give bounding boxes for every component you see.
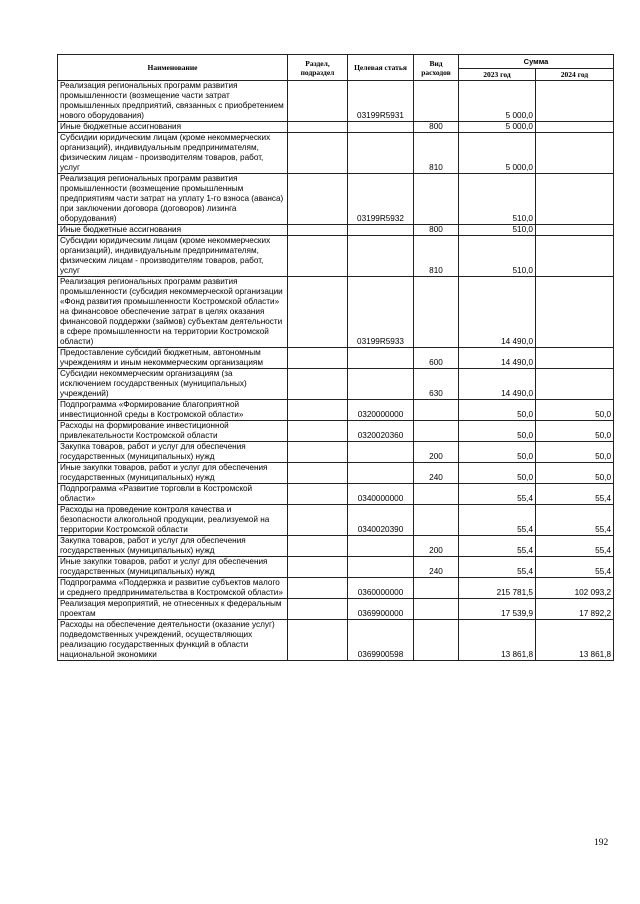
- cell-y2023: 17 539,9: [459, 599, 536, 620]
- cell-target: 0369900000: [348, 599, 414, 620]
- cell-type: [414, 505, 459, 536]
- cell-section: [288, 442, 348, 463]
- cell-target: 0340020390: [348, 505, 414, 536]
- table-row: [58, 348, 614, 369]
- cell-name: Закупка товаров, работ и услуг для обеспечения государственных (муниципальных) нужд: [58, 536, 288, 557]
- cell-name: Иные бюджетные ассигнования: [58, 225, 288, 236]
- cell-type: 600: [414, 348, 459, 369]
- cell-target: [348, 536, 414, 557]
- cell-type: 240: [414, 557, 459, 578]
- cell-target: 0340000000: [348, 484, 414, 505]
- cell-y2024: [536, 174, 614, 225]
- table-row: [58, 463, 614, 484]
- cell-section: [288, 174, 348, 225]
- table-body: [58, 81, 614, 661]
- table-row: [58, 174, 614, 225]
- table-row: [58, 484, 614, 505]
- table-row: [58, 599, 614, 620]
- cell-type: 240: [414, 463, 459, 484]
- table-row: [58, 369, 614, 400]
- cell-section: [288, 236, 348, 277]
- table-row: [58, 225, 614, 236]
- cell-section: [288, 81, 348, 122]
- cell-section: [288, 557, 348, 578]
- cell-name: Реализация региональных программ развития промышленности (возмещение промышленным предприятиям части затрат на уплату 1-го взноса (аванса) при заключении договора (договоров) лизинга оборудования): [58, 174, 288, 225]
- cell-name: Реализация региональных программ развития промышленности (возмещение части затрат промышленных предприятий, связанных с приобретением нового оборудования): [58, 81, 288, 122]
- cell-y2024: 50,0: [536, 421, 614, 442]
- cell-name: Подпрограмма «Развитие торговли в Костромской области»: [58, 484, 288, 505]
- header-name: Наименование: [58, 55, 288, 81]
- cell-y2023: 510,0: [459, 236, 536, 277]
- table-row: [58, 81, 614, 122]
- cell-y2024: 55,4: [536, 505, 614, 536]
- cell-y2024: [536, 133, 614, 174]
- cell-target: [348, 463, 414, 484]
- budget-table-sheet: [57, 54, 613, 661]
- cell-name: Субсидии юридическим лицам (кроме некоммерческих организаций), индивидуальным предпринимателям, физическим лицам - производителям товаров, работ, услуг: [58, 133, 288, 174]
- cell-y2024: 55,4: [536, 484, 614, 505]
- cell-section: [288, 277, 348, 348]
- header-sum: Сумма: [459, 55, 614, 69]
- cell-y2024: 50,0: [536, 442, 614, 463]
- header-target: Целевая статья: [348, 55, 414, 81]
- cell-type: [414, 599, 459, 620]
- cell-section: [288, 484, 348, 505]
- table-row: [58, 236, 614, 277]
- header-type: Вид расходов: [414, 55, 459, 81]
- cell-y2024: [536, 369, 614, 400]
- cell-y2023: 510,0: [459, 225, 536, 236]
- cell-target: [348, 236, 414, 277]
- cell-name: Иные закупки товаров, работ и услуг для обеспечения государственных (муниципальных) нужд: [58, 557, 288, 578]
- cell-y2023: 215 781,5: [459, 578, 536, 599]
- cell-target: [348, 133, 414, 174]
- cell-target: 0320000000: [348, 400, 414, 421]
- cell-type: 810: [414, 236, 459, 277]
- cell-y2023: 510,0: [459, 174, 536, 225]
- table-row: [58, 400, 614, 421]
- cell-section: [288, 122, 348, 133]
- cell-name: Расходы на проведение контроля качества и безопасности алкогольной продукции, реализуемой на территории Костромской области: [58, 505, 288, 536]
- cell-name: Иные закупки товаров, работ и услуг для обеспечения государственных (муниципальных) нужд: [58, 463, 288, 484]
- cell-type: [414, 400, 459, 421]
- cell-section: [288, 463, 348, 484]
- cell-y2023: 55,4: [459, 484, 536, 505]
- cell-section: [288, 578, 348, 599]
- table-row: [58, 557, 614, 578]
- cell-y2023: 5 000,0: [459, 133, 536, 174]
- cell-y2023: 5 000,0: [459, 81, 536, 122]
- cell-name: Реализация региональных программ развития промышленности (субсидия некоммерческой организации «Фонд развития промышленности Костромской области» на финансовое обеспечение затрат в целях оказания финансовой поддержки (займов) субъектам деятельности в сфере промышленности на территории Костромской области): [58, 277, 288, 348]
- cell-y2024: 17 892,2: [536, 599, 614, 620]
- cell-y2023: 14 490,0: [459, 369, 536, 400]
- cell-y2023: 55,4: [459, 536, 536, 557]
- cell-section: [288, 536, 348, 557]
- cell-section: [288, 369, 348, 400]
- cell-type: [414, 81, 459, 122]
- cell-y2024: [536, 81, 614, 122]
- cell-y2023: 5 000,0: [459, 122, 536, 133]
- cell-target: [348, 122, 414, 133]
- cell-type: [414, 277, 459, 348]
- budget-table: [57, 54, 614, 661]
- cell-y2023: 50,0: [459, 400, 536, 421]
- cell-y2023: 50,0: [459, 442, 536, 463]
- cell-y2024: 55,4: [536, 557, 614, 578]
- cell-name: Закупка товаров, работ и услуг для обеспечения государственных (муниципальных) нужд: [58, 442, 288, 463]
- cell-name: Субсидии некоммерческим организациям (за исключением государственных (муниципальных) учреждений): [58, 369, 288, 400]
- cell-y2023: 55,4: [459, 557, 536, 578]
- table-row: [58, 277, 614, 348]
- cell-target: 0320020360: [348, 421, 414, 442]
- cell-name: Реализация мероприятий, не отнесенных к федеральным проектам: [58, 599, 288, 620]
- header-section: Раздел, подраздел: [288, 55, 348, 81]
- cell-type: 630: [414, 369, 459, 400]
- cell-target: 0369900598: [348, 620, 414, 661]
- cell-target: 03199R5931: [348, 81, 414, 122]
- page-number: 192: [594, 838, 609, 848]
- cell-section: [288, 599, 348, 620]
- table-row: [58, 442, 614, 463]
- cell-target: [348, 442, 414, 463]
- header-year-2023: 2023 год: [459, 69, 536, 81]
- cell-type: 200: [414, 442, 459, 463]
- cell-type: [414, 620, 459, 661]
- cell-y2024: [536, 348, 614, 369]
- cell-section: [288, 133, 348, 174]
- cell-section: [288, 400, 348, 421]
- cell-y2023: 14 490,0: [459, 348, 536, 369]
- cell-name: Иные бюджетные ассигнования: [58, 122, 288, 133]
- table-row: [58, 133, 614, 174]
- cell-type: 800: [414, 122, 459, 133]
- cell-target: 03199R5933: [348, 277, 414, 348]
- cell-type: [414, 421, 459, 442]
- cell-y2024: [536, 225, 614, 236]
- table-row: [58, 421, 614, 442]
- cell-section: [288, 505, 348, 536]
- cell-type: 810: [414, 133, 459, 174]
- cell-y2024: 102 093,2: [536, 578, 614, 599]
- cell-y2023: 13 861,8: [459, 620, 536, 661]
- cell-name: Подпрограмма «Поддержка и развитие субъектов малого и среднего предпринимательства в Костромской области»: [58, 578, 288, 599]
- cell-y2024: 13 861,8: [536, 620, 614, 661]
- cell-target: [348, 348, 414, 369]
- cell-section: [288, 421, 348, 442]
- cell-type: [414, 174, 459, 225]
- table-row: [58, 505, 614, 536]
- cell-y2024: 50,0: [536, 463, 614, 484]
- cell-type: 200: [414, 536, 459, 557]
- cell-name: Подпрограмма «Формирование благоприятной инвестиционной среды в Костромской области»: [58, 400, 288, 421]
- cell-target: 03199R5932: [348, 174, 414, 225]
- cell-y2024: 55,4: [536, 536, 614, 557]
- cell-name: Расходы на обеспечение деятельности (оказание услуг) подведомственных учреждений, осуществляющих реализацию государственных функций в области национальной экономики: [58, 620, 288, 661]
- cell-type: [414, 484, 459, 505]
- cell-y2023: 14 490,0: [459, 277, 536, 348]
- cell-name: Предоставление субсидий бюджетным, автономным учреждениям и иным некоммерческим организациям: [58, 348, 288, 369]
- cell-y2024: [536, 122, 614, 133]
- table-row: [58, 578, 614, 599]
- cell-y2023: 55,4: [459, 505, 536, 536]
- cell-y2023: 50,0: [459, 463, 536, 484]
- cell-y2023: 50,0: [459, 421, 536, 442]
- table-row: [58, 620, 614, 661]
- cell-type: [414, 578, 459, 599]
- cell-section: [288, 348, 348, 369]
- table-row: [58, 536, 614, 557]
- cell-section: [288, 620, 348, 661]
- cell-y2024: [536, 277, 614, 348]
- cell-target: [348, 225, 414, 236]
- cell-target: [348, 557, 414, 578]
- header-year-2024: 2024 год: [536, 69, 614, 81]
- cell-name: Расходы на формирование инвестиционной привлекательности Костромской области: [58, 421, 288, 442]
- cell-y2024: 50,0: [536, 400, 614, 421]
- cell-type: 800: [414, 225, 459, 236]
- cell-target: 0360000000: [348, 578, 414, 599]
- cell-y2024: [536, 236, 614, 277]
- cell-target: [348, 369, 414, 400]
- cell-section: [288, 225, 348, 236]
- table-row: [58, 122, 614, 133]
- cell-name: Субсидии юридическим лицам (кроме некоммерческих организаций), индивидуальным предпринимателям, физическим лицам - производителям товаров, работ, услуг: [58, 236, 288, 277]
